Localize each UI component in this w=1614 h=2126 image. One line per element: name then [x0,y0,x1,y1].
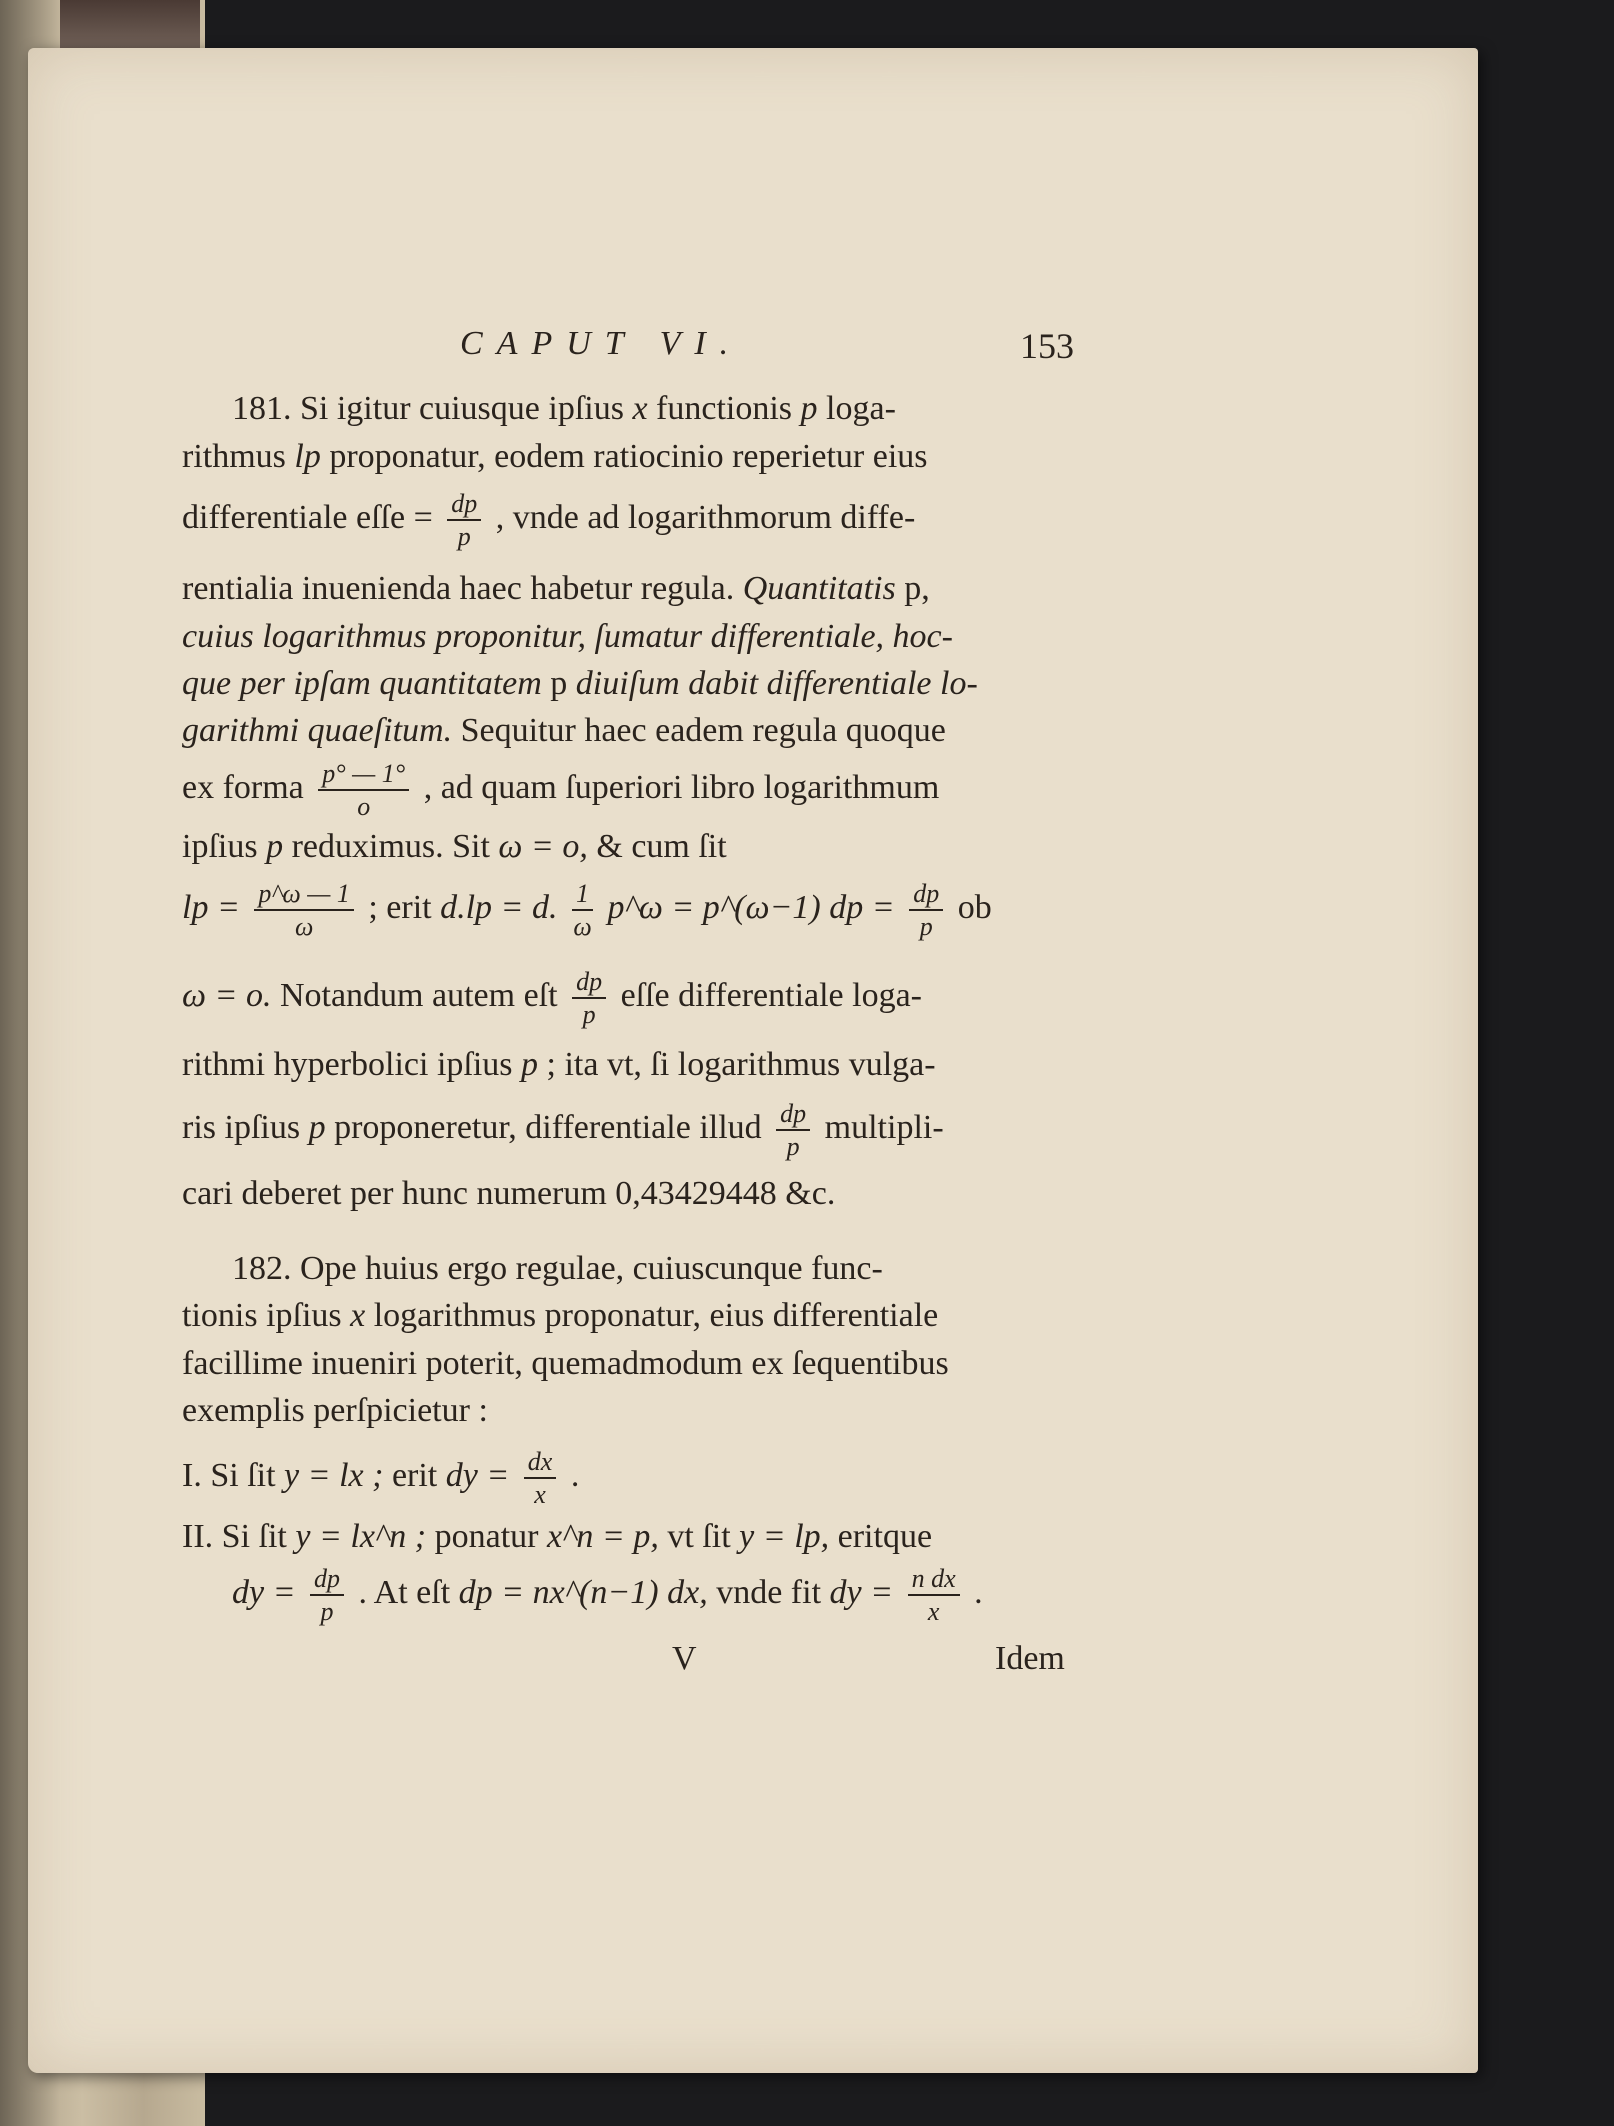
example-1 [182,1448,579,1509]
numerator: n dx [908,1565,960,1596]
example-2-line-2 [232,1565,983,1626]
p182-line-3: facillime inueniri poterit, quemadmodum ex ſequentibus [182,1345,949,1382]
p181-line-2 [182,438,928,476]
fraction [572,968,606,1029]
page-number: 153 [1020,326,1074,366]
math: dp = nx^(n−1) dx, [458,1574,708,1612]
p182-line-2 [182,1297,938,1335]
numerator: 1 [572,880,593,911]
text: differentiale eſſe = [182,499,433,537]
math: y = lx ; [284,1457,384,1495]
var-p: p [800,390,818,427]
p181-line-12 [182,1046,936,1084]
denominator: x [927,1597,940,1627]
denominator: p [786,1132,800,1162]
fraction [572,880,593,941]
signature-mark: V [672,1640,697,1677]
fraction [254,880,353,941]
p182-line-1 [232,1250,883,1288]
p181-line-14: cari deberet per hunc numerum 0,43429448 &c. [182,1175,836,1212]
text: reduximus. Sit [291,828,490,865]
var-p: p [266,828,284,865]
text: rithmi hyperbolici ipſius [182,1046,513,1083]
denominator: p [320,1597,334,1627]
p181-line-6 [182,665,978,703]
text: eritque [837,1518,933,1555]
section-number-182: 182. [232,1250,292,1287]
example-2-line-1 [182,1518,932,1556]
p181-line-9 [182,828,727,866]
text: vnde fit [716,1574,822,1612]
text: , ad quam ſuperiori libro logarithmum [423,769,940,807]
text: . [570,1457,580,1495]
p181-line-7 [182,712,946,750]
text: ipſius [182,828,258,865]
numerator: dp [447,490,481,521]
text: ex forma [182,769,304,807]
text: Si igitur cuiusque ipſius [300,390,624,427]
math: dy = [445,1457,510,1495]
text: que per ipſam quantitatem [182,665,542,702]
denominator: ω [294,912,314,942]
text: ; ita vt, ſi logarithmus vulga- [546,1046,936,1083]
text: Si ſit [221,1518,287,1555]
text: Notandum autem eſt [279,977,558,1015]
var-lp: lp [294,438,321,475]
p181-line-13 [182,1100,944,1161]
p181-line-5: cuius logarithmus proponitur, ſumatur differentiale, hoc- [182,618,953,655]
text: functionis [656,390,793,427]
text: eſſe differentiale loga- [620,977,922,1015]
math: d.lp = d. [440,889,558,927]
numerator: dp [310,1565,344,1596]
catchword: Idem [995,1640,1065,1677]
math: dy = [829,1574,894,1612]
text: tionis ipſius [182,1297,342,1334]
var-p: p [521,1046,539,1083]
math: ω = o. [182,977,272,1015]
text: multipli- [824,1109,944,1147]
fraction [318,760,409,821]
math: y = lx^n ; [295,1518,427,1555]
fraction [909,880,943,941]
var-x: x [632,390,648,427]
p181-line-10 [182,880,992,941]
p181-line-3 [182,490,915,551]
text: ob [957,889,992,927]
numerator: p^ω — 1 [254,880,353,911]
example-number: I. [182,1457,202,1495]
numerator: dp [909,880,943,911]
text: rentialia inuenienda haec habetur regula. [182,570,735,607]
text: Quantitatis [742,570,896,607]
text: . [974,1574,983,1612]
math: p^ω = p^(ω−1) dp = [607,889,895,927]
p181-line-8 [182,760,939,821]
text: diuiſum dabit differentiale lo- [575,665,978,702]
var-p: p [308,1109,326,1147]
section-number-181: 181. [232,390,292,427]
text: , vnde ad logarithmorum diffe- [495,499,916,537]
text: ris ipſius [182,1109,301,1147]
numerator: dp [572,968,606,999]
numerator: p° — 1° [318,760,409,791]
fraction [776,1100,810,1161]
running-head: CAPUT VI. [460,325,743,362]
denominator: ω [573,912,592,942]
text: ponatur [434,1518,539,1555]
text: logarithmus proponatur, eius differentiale [373,1297,939,1334]
text: proponeretur, differentiale illud [334,1109,762,1147]
math: ω = o, [498,828,588,865]
text: & cum ſit [596,828,727,865]
text: rithmus [182,438,286,475]
p181-line-4 [182,570,930,608]
p182-line-4: exemplis perſpicietur : [182,1392,488,1429]
numerator: dx [524,1448,557,1479]
text: vt ſit [667,1518,731,1555]
math: dy = [232,1574,296,1612]
text: Si ſit [210,1457,276,1495]
text: p [550,665,568,702]
text: garithmi quaeſitum. [182,712,453,749]
math: lp = [182,889,240,927]
text: Sequitur haec eadem regula quoque [460,712,946,749]
denominator: x [534,1480,546,1510]
fraction [524,1448,557,1509]
example-number: II. [182,1518,214,1555]
text: proponatur, eodem ratiocinio reperietur eius [329,438,928,475]
denominator: o [357,792,371,822]
denominator: p [919,912,933,942]
text: loga- [826,390,896,427]
numerator: dp [776,1100,810,1131]
p181-line-11 [182,968,922,1029]
fraction [447,490,481,551]
denominator: p [582,1000,596,1030]
p181-line-1 [232,390,896,428]
denominator: p [457,522,471,552]
math: x^n = p, [546,1518,659,1555]
fraction [908,1565,960,1626]
text: erit [391,1457,438,1495]
var-x: x [350,1297,366,1334]
text: p, [904,570,930,607]
math: y = lp, [739,1518,830,1555]
text: ; erit [368,889,432,927]
text: Ope huius ergo regulae, cuiuscunque func- [300,1250,883,1287]
fraction [310,1565,344,1626]
text: . At eſt [358,1574,451,1612]
